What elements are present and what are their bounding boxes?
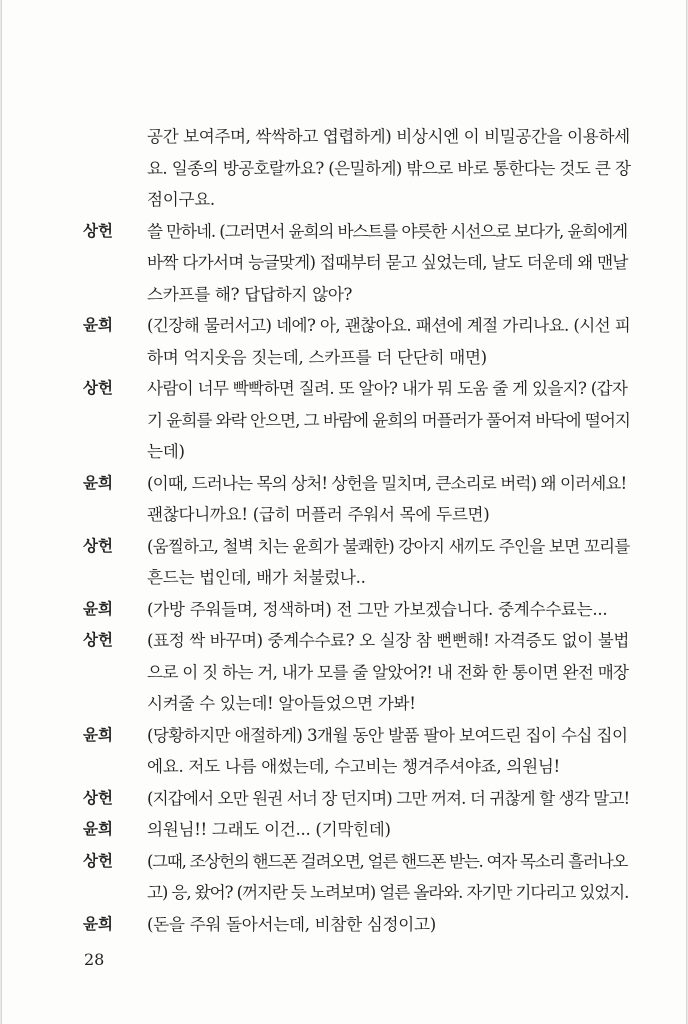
dialogue-text: 요. 일종의 방공호랄까요? (은밀하게) 밖으로 바로 통한다는 것도 큰 장 [147,158,631,178]
dialogue-text: 고) 응, 왔어? (꺼지란 듯 노려보며) 얼른 올라와. 자기만 기다리고 있었지. [147,883,629,902]
dialogue-text: 스카프를 해? 답답하지 않아? [147,284,353,304]
dialogue-text: 는데) [147,442,185,461]
speaker-name: 윤희 [83,316,113,334]
dialogue-text: 점이구요. [147,190,215,209]
dialogue-text: 에요. 저도 나름 애썼는데, 수고비는 챙겨주셔야죠, 의원님! [147,757,560,776]
script-line [2,751,688,783]
script-line [2,562,688,594]
dialogue-text: (돈을 주워 돌아서는데, 비참한 심정이고) [147,914,436,934]
script-line [2,814,688,846]
dialogue-text: 흔드는 법인데, 배가 처불렀나.. [147,568,366,587]
dialogue-text: 괜찮다니까요! (급히 머플러 주워서 목에 두르면) [147,505,490,524]
dialogue-text: (지갑에서 오만 원권 서너 장 던지며) 그만 꺼져. 더 귀찮게 할 생각 말고! [147,788,630,808]
script-line [2,184,688,216]
dialogue-text: (이때, 드러나는 목의 상처! 상헌을 밀치며, 큰소리로 버럭) 왜 이러세요! [147,473,627,493]
speaker-name: 윤희 [83,914,113,933]
script-line [2,153,688,185]
dialogue-text: (긴장해 물러서고) 네에? 아, 괜찮아요. 패션에 계절 가리나요. (시선 피 [147,316,631,335]
dialogue-text: (그때, 조상헌의 핸드폰 걸려오면, 얼른 핸드폰 받는. 여자 목소리 흘러나오 [147,851,628,871]
speaker-name: 윤희 [83,473,113,492]
script-line [2,657,688,689]
script-line [2,468,688,500]
dialogue-text: 기 윤희를 와락 안으면, 그 바람에 윤희의 머플러가 풀어져 바닥에 떨어지 [147,410,630,430]
speaker-name: 상헌 [83,536,113,555]
dialogue-text: 사람이 너무 빡빡하면 질려. 또 알아? 내가 뭐 도움 줄 게 있을지? (갑자 [147,379,628,398]
script-line [2,783,688,815]
speaker-name: 상헌 [83,788,113,807]
script-line [2,877,688,909]
script-line [2,436,688,468]
script-line [2,625,688,657]
dialogue-text: (가방 주워들며, 정색하며) 전 그만 가보겠습니다. 중계수수료는... [147,599,608,619]
speaker-name: 윤희 [83,599,113,618]
speaker-name: 상헌 [83,221,113,240]
dialogue-text: 으로 이 짓 하는 거, 내가 모를 줄 알았어?! 내 전화 한 통이면 완전 매장 [147,662,629,682]
dialogue-text: 쓸 만하네. (그러면서 윤희의 바스트를 야릇한 시선으로 보다가, 윤희에게 [147,221,628,241]
dialogue-text: 하며 억지웃음 짓는데, 스카프를 더 단단히 매면) [147,347,487,367]
page-number: 28 [84,950,105,969]
script-line [2,594,688,626]
dialogue-text: 의원님!! 그래도 이건... (기막힌데) [147,820,391,839]
speaker-name: 상헌 [83,631,113,649]
speaker-name: 윤희 [83,725,113,744]
script-line [2,499,688,531]
script-line [2,121,688,153]
script-line [2,846,688,878]
script-line [2,247,688,279]
script-line [2,279,688,311]
speaker-name: 상헌 [83,851,113,870]
dialogue-text: 공간 보여주며, 싹싹하고 엽렵하게) 비상시엔 이 비밀공간을 이용하세 [147,127,630,146]
script-line [2,720,688,752]
script-line [2,531,688,563]
dialogue-text: 시켜줄 수 있는데! 알아들었으면 가봐! [147,694,416,713]
script-line [2,405,688,437]
script-body [2,121,688,940]
dialogue-text: (당황하지만 애절하게) 3개월 동안 발품 팔아 보여드린 집이 수십 집이 [147,725,628,745]
script-line [2,310,688,342]
script-line [2,909,688,941]
script-line [2,216,688,248]
book-page [1,0,687,1024]
speaker-name: 윤희 [83,820,113,838]
speaker-name: 상헌 [83,379,113,397]
script-line [2,373,688,405]
dialogue-text: 바짝 다가서며 능글맞게) 접때부터 묻고 싶었는데, 날도 더운데 왜 맨날 [147,253,628,272]
script-line [2,342,688,374]
dialogue-text: (움찔하고, 철벽 치는 윤희가 불쾌한) 강아지 새끼도 주인을 보면 꼬리를 [147,536,630,556]
dialogue-text: (표정 싹 바꾸며) 중계수수료? 오 실장 참 뻔뻔해! 자격증도 없이 불법 [147,631,630,650]
script-line [2,688,688,720]
